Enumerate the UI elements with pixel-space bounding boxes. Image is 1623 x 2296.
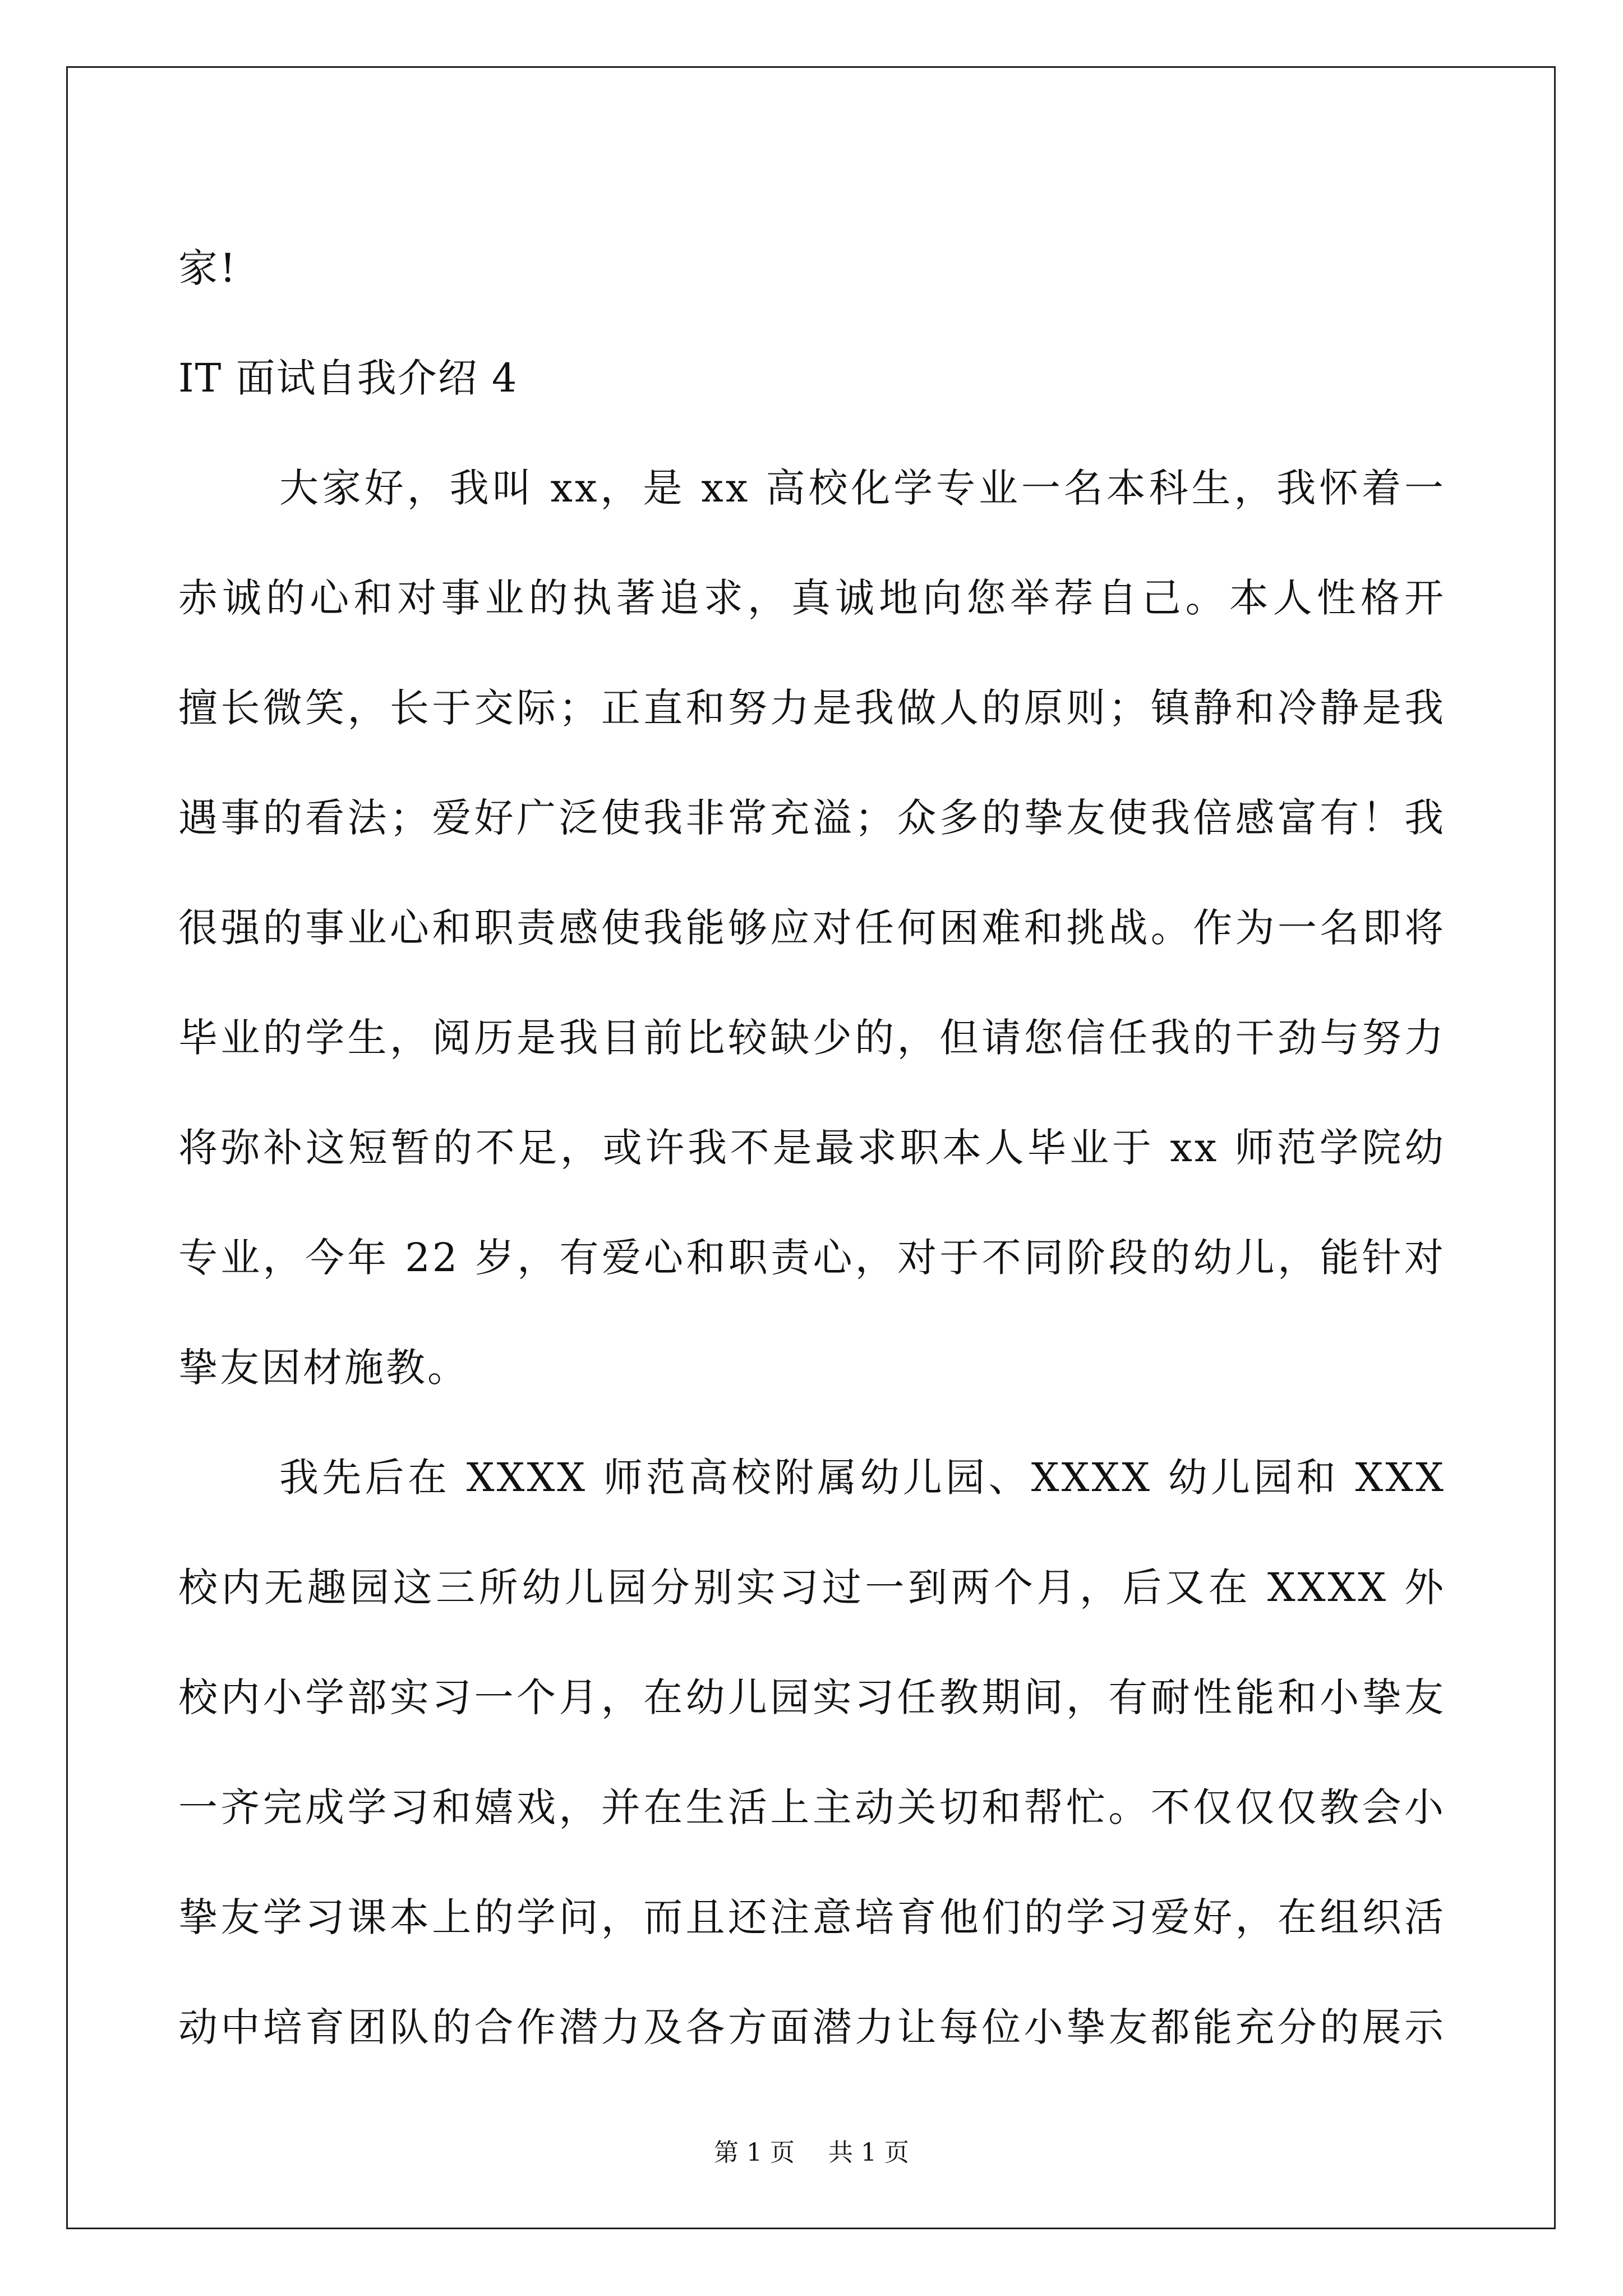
text-line: 家! (178, 245, 238, 291)
page-total: 共 1 页 (828, 2138, 909, 2167)
text-line: 一齐完成学习和嬉戏，并在生活上主动关切和帮忙。不仅仅仅教会小 (178, 1784, 1446, 1830)
text-line: 将弥补这短暂的不足，或许我不是最求职本人毕业于 xx 师范学院幼 (178, 1125, 1446, 1171)
document-body (178, 213, 1446, 2082)
text-line: 毕业的学生，阅历是我目前比较缺少的，但请您信任我的干劲与努力 (178, 1015, 1446, 1061)
text-line: 校内小学部实习一个月，在幼儿园实习任教期间，有耐性能和小挚友 (178, 1674, 1446, 1720)
section-heading: IT 面试自我介绍 4 (178, 355, 518, 401)
text-line: 赤诚的心和对事业的执著追求，真诚地向您举荐自己。本人性格开 (178, 575, 1446, 621)
text-line: 挚友学习课本上的学问，而且还注意培育他们的学习爱好，在组织活 (178, 1894, 1446, 1940)
text-line: 我先后在 XXXX 师范高校附属幼儿园、XXXX 幼儿园和 XXX (279, 1455, 1446, 1501)
text-line: 挚友因材施教。 (178, 1345, 469, 1391)
text-line: 动中培育团队的合作潜力及各方面潜力让每位小挚友都能充分的展示 (178, 2004, 1446, 2050)
text-line: 很强的事业心和职责感使我能够应对任何困难和挑战。作为一名即将 (178, 905, 1446, 951)
text-line: 大家好，我叫 xx，是 xx 高校化学专业一名本科生，我怀着一 (279, 465, 1446, 511)
text-line: 遇事的看法；爱好广泛使我非常充溢；众多的挚友使我倍感富有！我 (178, 795, 1446, 841)
text-line: 校内无趣园这三所幼儿园分别实习过一到两个月，后又在 XXXX 外 (178, 1565, 1446, 1611)
page-footer (0, 2136, 1623, 2170)
text-line: 擅长微笑，长于交际；正直和努力是我做人的原则；镇静和冷静是我 (178, 685, 1446, 731)
text-line: 专业，今年 22 岁，有爱心和职责心，对于不同阶段的幼儿，能针对 (178, 1235, 1446, 1281)
page-number: 第 1 页 (714, 2138, 795, 2167)
